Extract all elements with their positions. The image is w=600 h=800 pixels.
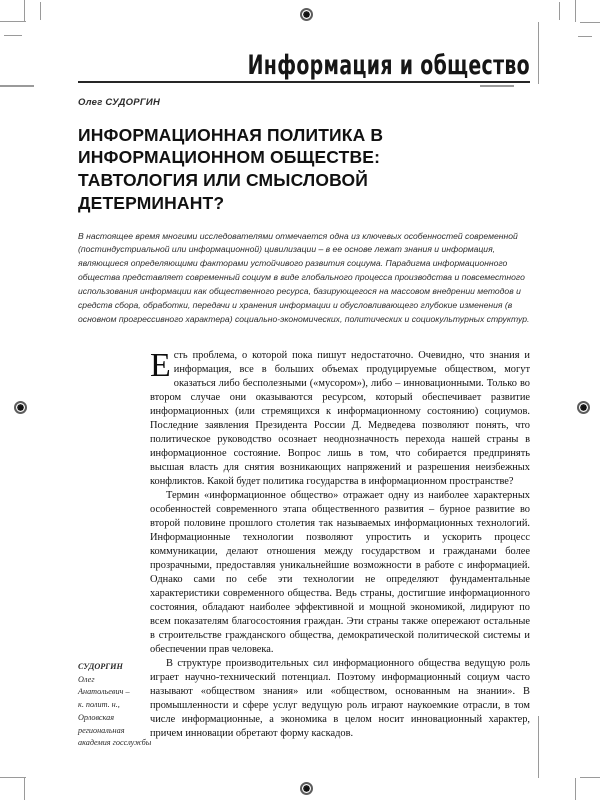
crop-mark-top-right-horizontal-inner	[578, 36, 592, 37]
running-head-label: Информация и общество	[247, 50, 530, 81]
crop-mark-top-left-horizontal	[0, 21, 26, 22]
body-paragraph: Термин «информационное общество» отражает одну из наиболее характерных особенностей современного этапа общественного развития – бурное развитие во второй половине прошлого столетия так называемых информационных технологий. Информационные технологии позволяют упростить и ускорить процесс коммуникации, делают отношения между государством и гражданами более прозрачными, предоставляя уникальнейшие возможности в работе с информацией. Однако сами по себе эти технологии не определяют фундаментальные характеристики современного общества. Ведь страны, достигшие информационного состояния, обладают наиболее эффективной и мощной экономикой, лидируют по всем показателям благосостояния граждан. Эти страны также опережают остальные в строительстве гражданского общества, демократической политической системы и обеспечении прав человека.	[150, 489, 530, 655]
trim-rule-right-lower	[538, 716, 539, 778]
crop-mark-top-right-vertical-inner	[559, 2, 560, 20]
margin-note-line: региональная	[78, 725, 125, 735]
drop-cap: Е	[150, 346, 171, 384]
crop-mark-left-edge-rule	[0, 85, 34, 87]
registration-target-left-middle	[14, 401, 27, 414]
crop-mark-top-right-vertical	[575, 0, 576, 22]
crop-mark-bottom-left-horizontal	[0, 777, 26, 778]
crop-mark-bottom-right-horizontal	[580, 777, 600, 778]
margin-note-line: Олег	[78, 674, 95, 684]
author-margin-note	[78, 661, 152, 750]
crop-mark-top-right-horizontal	[580, 22, 600, 23]
margin-note-line: Орловская	[78, 712, 115, 722]
author-byline: Олег СУДОРГИН	[78, 96, 161, 108]
article-title: ИНФОРМАЦИОННАЯ ПОЛИТИКА В ИНФОРМАЦИОННОМ ОБЩЕСТВЕ: ТАВТОЛОГИЯ ИЛИ СМЫСЛОВОЙ ДЕТЕРМИНАНТ?	[78, 124, 384, 213]
running-head	[78, 52, 530, 83]
crop-mark-bottom-right-vertical	[575, 778, 576, 800]
article-lower-zone	[78, 346, 530, 748]
margin-note-surname: СУДОРГИН	[78, 661, 123, 671]
body-paragraph-text: сть проблема, о которой пока пишут недостаточно. Очевидно, что знания и информация, все в больших объемах продуцируемые обществом, могут оказаться либо бесполезными («мусором»), либо – инновационными. Только во втором случае они оказываются ресурсом, который обеспечивает развитие информационных (или стремящихся к информационному состоянию) социумов. Последние заявления Президента России Д. Медведева позволяют понять, что политическое руководство осознает неоднозначность перехода нашей страны в информационное состояние. Вопрос лишь в том, что собирается предпринять высшая власть для снятия возникающих напряжений и разрешения неизбежных конфликтов. Какой будет политика государства в информационном пространстве?	[150, 349, 530, 487]
margin-note-line: Анатольевич –	[78, 687, 130, 697]
registration-target-bottom-center	[300, 782, 313, 795]
crop-mark-top-left-horizontal-inner	[4, 35, 22, 36]
registration-target-right-middle	[577, 401, 590, 414]
crop-mark-top-left-vertical	[24, 0, 25, 22]
registration-target-top-center	[300, 8, 313, 21]
crop-mark-bottom-left-vertical	[24, 778, 25, 800]
trim-rule-right-upper	[538, 22, 539, 84]
margin-note-line: академия госслужбы	[78, 738, 152, 748]
body-paragraph: В структуре производительных сил информационного общества ведущую роль играет научно-технический потенциал. Поэтому информационный социум часто называют «обществом знания» или «обществом, основанным на знании». В промышленности и сфере услуг ведущую роль играют наукоемкие отрасли, в том числе информационные, а экономика в целом носит инновационный характер, причем инновации обретают форму каскадов.	[150, 657, 530, 739]
margin-note-line: к. полит. н.,	[78, 700, 120, 710]
body-paragraph	[150, 346, 530, 489]
article-abstract: В настоящее время многими исследователями отмечается одна из ключевых особенностей современной (постиндустриальной или информационной) цивилизации – в ее основе лежат знания и информация, являющиеся определяющими факторами устойчивого развития социума. Парадигма информационного общества представляет современный социум в виде глобального процесса производства и повсеместного использования информации как общественного ресурса, базирующегося на массовом внедрении методов и средств сбора, обработки, передачи и хранения информации и обусловливающего глубокие изменения (в основном прогрессивного характера) социально-экономических, политических и социокультурных структур.	[78, 230, 530, 325]
crop-mark-top-left-vertical-inner	[40, 2, 41, 20]
article-content	[78, 50, 530, 748]
body-column	[150, 346, 530, 741]
